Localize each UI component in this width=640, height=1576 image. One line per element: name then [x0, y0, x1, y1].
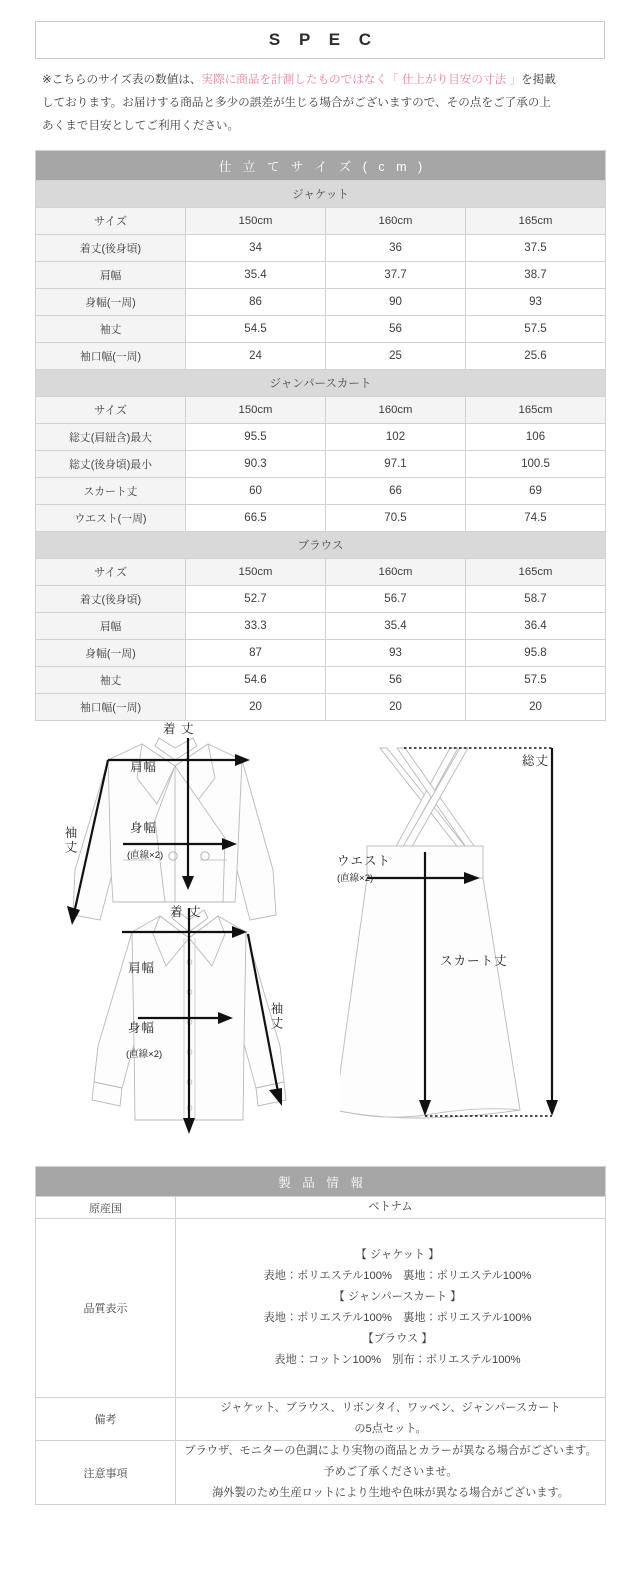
size-column-header-row: [36, 397, 606, 424]
measure-label-2-2: 身幅(一周): [36, 640, 186, 667]
info-line-1-1: 表地：ポリエステル100% 裏地：ポリエステル100%: [263, 1270, 532, 1282]
measure-label-2-1: 肩幅: [36, 613, 186, 640]
blouse-length-label: 着 丈: [170, 905, 202, 919]
info-label-0: 原産国: [36, 1197, 176, 1219]
page-title: S P E C: [268, 30, 379, 49]
info-line-1-4: 【ブラウス 】: [362, 1333, 433, 1345]
notice-accent: 実際に商品を計測したものではなく「 仕上がり目安の寸法 」: [201, 73, 521, 86]
jacket-shoulder-label: 肩幅: [130, 760, 158, 774]
measure-value-0-1-0: 35.4: [186, 262, 326, 289]
info-line-0-0: ベトナム: [368, 1201, 413, 1213]
size-column-header-row: [36, 208, 606, 235]
measure-value-0-2-2: 93: [466, 289, 606, 316]
size-column-2: 165cm: [466, 397, 606, 424]
size-column-0: 150cm: [186, 559, 326, 586]
measure-value-2-0-2: 58.7: [466, 586, 606, 613]
measure-value-2-0-1: 56.7: [326, 586, 466, 613]
skirt-waist-label: ウエスト: [337, 854, 392, 868]
skirt-waist-note: (直線×2): [337, 873, 374, 884]
measure-value-1-2-1: 66: [326, 478, 466, 505]
size-header-label: サイズ: [36, 397, 186, 424]
size-column-1: 160cm: [326, 208, 466, 235]
info-line-1-0: 【 ジャケット 】: [355, 1249, 440, 1261]
size-column-0: 150cm: [186, 397, 326, 424]
jumper-skirt-illustration: [340, 718, 610, 1138]
measure-label-0-0: 着丈(後身頃): [36, 235, 186, 262]
table-row: [36, 424, 606, 451]
table-row: [36, 289, 606, 316]
measure-value-0-0-1: 36: [326, 235, 466, 262]
info-body-0: [176, 1197, 606, 1219]
size-header-label: サイズ: [36, 208, 186, 235]
table-row: [36, 586, 606, 613]
measure-value-1-2-2: 69: [466, 478, 606, 505]
measure-label-1-0: 総丈(肩紐含)最大: [36, 424, 186, 451]
measure-value-0-4-0: 24: [186, 343, 326, 370]
table-row: [36, 262, 606, 289]
measure-value-0-1-2: 38.7: [466, 262, 606, 289]
size-column-1: 160cm: [326, 397, 466, 424]
measure-value-1-0-2: 106: [466, 424, 606, 451]
notice-line3: あくまで目安としてご利用ください。: [42, 119, 240, 132]
measure-value-0-2-1: 90: [326, 289, 466, 316]
info-row: [36, 1219, 606, 1398]
measure-value-2-2-0: 87: [186, 640, 326, 667]
info-label-1: 品質表示: [36, 1219, 176, 1398]
jacket-bodywidth-label: 身幅: [130, 821, 158, 835]
size-column-0: 150cm: [186, 208, 326, 235]
jacket-sleeve-label: 袖丈: [63, 826, 77, 855]
table-row: [36, 640, 606, 667]
measure-value-2-4-1: 20: [326, 694, 466, 721]
notice-line2: しております。お届けする商品と多少の誤差が生じる場合がございますので、その点をご了承の上: [42, 96, 551, 109]
measure-value-1-3-0: 66.5: [186, 505, 326, 532]
measure-value-2-3-2: 57.5: [466, 667, 606, 694]
measure-value-1-0-1: 102: [326, 424, 466, 451]
size-section-header-row: [36, 532, 606, 559]
size-section-header-row: [36, 181, 606, 208]
size-section-header-row: [36, 370, 606, 397]
measure-value-1-3-1: 70.5: [326, 505, 466, 532]
measure-value-2-1-0: 33.3: [186, 613, 326, 640]
skirt-length-label: スカート丈: [440, 954, 508, 968]
measure-value-2-3-1: 56: [326, 667, 466, 694]
size-section-title-2: ブラウス: [36, 532, 606, 559]
blouse-bodywidth-note: (直線×2): [126, 1049, 163, 1060]
notice-part1: ※こちらのサイズ表の数値は、: [42, 73, 202, 86]
measure-label-2-4: 袖口幅(一周): [36, 694, 186, 721]
measure-label-2-3: 袖丈: [36, 667, 186, 694]
measure-value-1-3-2: 74.5: [466, 505, 606, 532]
info-label-3: 注意事項: [36, 1441, 176, 1505]
info-table-title: 製 品 情 報: [36, 1167, 606, 1197]
size-header-label: サイズ: [36, 559, 186, 586]
measure-value-1-1-1: 97.1: [326, 451, 466, 478]
blouse-shoulder-label: 肩幅: [128, 961, 156, 975]
measure-value-0-0-2: 37.5: [466, 235, 606, 262]
measure-value-2-2-1: 93: [326, 640, 466, 667]
info-line-2-0: ジャケット、ブラウス、リボンタイ、ワッペン、ジャンパースカート: [220, 1402, 561, 1414]
size-table-title: 仕 立 て サ イ ズ ( c m ): [36, 151, 606, 181]
measure-label-0-2: 身幅(一周): [36, 289, 186, 316]
measure-value-2-1-1: 35.4: [326, 613, 466, 640]
info-body-3: [176, 1441, 606, 1505]
info-label-2: 備考: [36, 1398, 176, 1441]
info-line-1-5: 表地：コットン100% 別布：ポリエステル100%: [274, 1354, 521, 1366]
measure-label-0-1: 肩幅: [36, 262, 186, 289]
size-column-header-row: [36, 559, 606, 586]
measure-value-0-2-0: 86: [186, 289, 326, 316]
size-column-2: 165cm: [466, 559, 606, 586]
table-row: [36, 451, 606, 478]
size-column-1: 160cm: [326, 559, 466, 586]
table-row: [36, 667, 606, 694]
table-row: [36, 316, 606, 343]
measure-value-2-2-2: 95.8: [466, 640, 606, 667]
measure-value-2-0-0: 52.7: [186, 586, 326, 613]
info-line-2-1: の5点セット。: [354, 1423, 427, 1435]
blouse-illustration: [60, 894, 360, 1144]
info-body-1: [176, 1219, 606, 1398]
table-row: [36, 613, 606, 640]
measure-label-1-2: スカート丈: [36, 478, 186, 505]
size-table: [35, 150, 606, 721]
measure-value-0-3-2: 57.5: [466, 316, 606, 343]
info-body-2: [176, 1398, 606, 1441]
product-info-table: [35, 1166, 606, 1505]
size-section-title-0: ジャケット: [36, 181, 606, 208]
measure-label-0-4: 袖口幅(一周): [36, 343, 186, 370]
info-line-3-2: 海外製のため生産ロットにより生地や色味が異なる場合がございます。: [212, 1487, 569, 1499]
measure-value-1-2-0: 60: [186, 478, 326, 505]
info-line-1-2: 【 ジャンパースカート 】: [333, 1291, 462, 1303]
measure-label-1-1: 総丈(後身頃)最小: [36, 451, 186, 478]
measure-value-1-1-0: 90.3: [186, 451, 326, 478]
size-table-title-row: [36, 151, 606, 181]
info-row: [36, 1197, 606, 1219]
measure-value-2-4-2: 20: [466, 694, 606, 721]
measure-value-0-4-1: 25: [326, 343, 466, 370]
measure-label-0-3: 袖丈: [36, 316, 186, 343]
notice-part2: を掲載: [521, 73, 556, 86]
info-row: [36, 1441, 606, 1505]
info-row: [36, 1398, 606, 1441]
size-section-title-1: ジャンパースカート: [36, 370, 606, 397]
info-line-3-0: ブラウザ、モニターの色調により実物の商品とカラーが異なる場合がございます。: [184, 1445, 597, 1457]
table-row: [36, 505, 606, 532]
spec-title-box: [35, 21, 605, 59]
measure-value-0-0-0: 34: [186, 235, 326, 262]
measure-label-2-0: 着丈(後身頃): [36, 586, 186, 613]
info-line-1-3: 表地：ポリエステル100% 裏地：ポリエステル100%: [263, 1312, 532, 1324]
info-title-row: [36, 1167, 606, 1197]
info-line-3-1: 予めご了承くださいませ。: [323, 1466, 458, 1478]
blouse-sleeve-label: 袖丈: [269, 1002, 283, 1031]
blouse-bodywidth-label: 身幅: [128, 1021, 156, 1035]
table-row: [36, 478, 606, 505]
measure-value-0-4-2: 25.6: [466, 343, 606, 370]
measure-label-1-3: ウエスト(一周): [36, 505, 186, 532]
table-row: [36, 235, 606, 262]
skirt-total-length-label: 総丈: [522, 754, 550, 768]
measure-value-0-3-1: 56: [326, 316, 466, 343]
jacket-bodywidth-note: (直線×2): [127, 850, 164, 861]
jacket-length-label: 着 丈: [163, 722, 195, 736]
table-row: [36, 343, 606, 370]
measure-value-1-1-2: 100.5: [466, 451, 606, 478]
size-column-2: 165cm: [466, 208, 606, 235]
measure-value-0-3-0: 54.5: [186, 316, 326, 343]
measure-value-2-1-2: 36.4: [466, 613, 606, 640]
measure-value-1-0-0: 95.5: [186, 424, 326, 451]
measure-value-2-4-0: 20: [186, 694, 326, 721]
measure-value-0-1-1: 37.7: [326, 262, 466, 289]
size-notice: [42, 68, 602, 137]
measurement-diagrams: [0, 706, 640, 1154]
measure-value-2-3-0: 54.6: [186, 667, 326, 694]
